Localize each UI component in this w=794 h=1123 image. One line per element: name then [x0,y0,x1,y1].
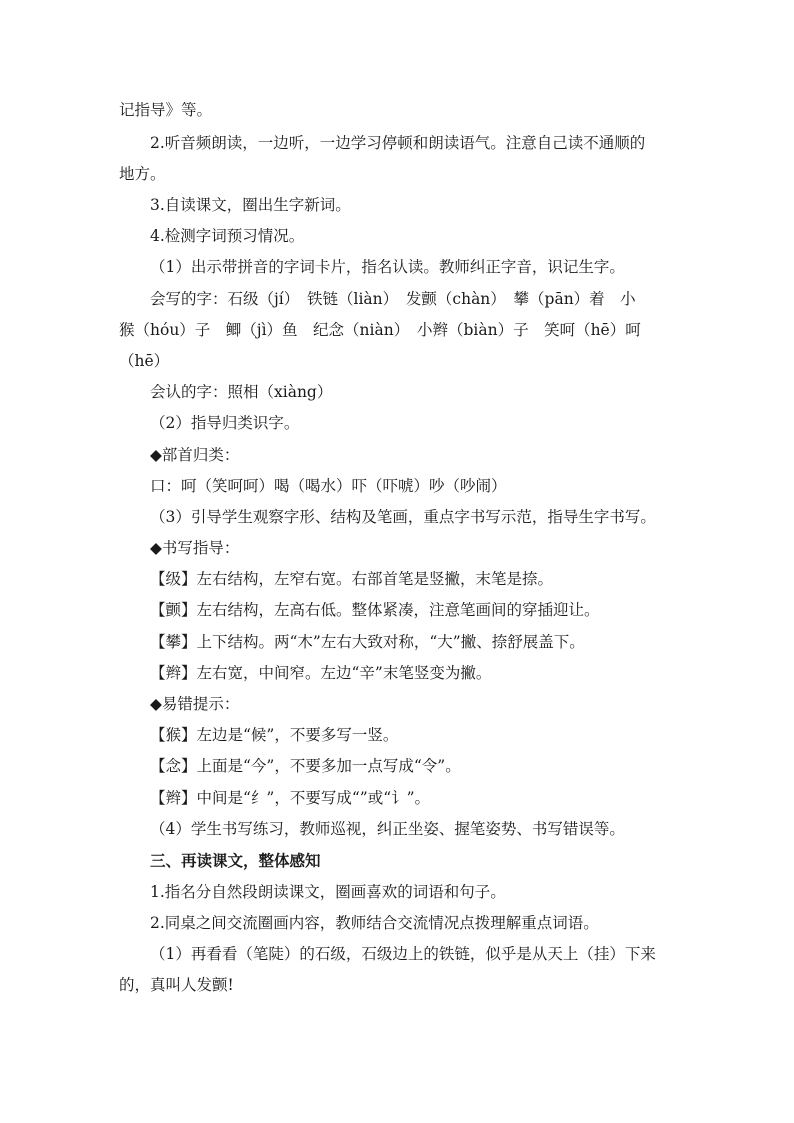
text-line: ◆部首归类： [150,446,240,464]
text-line: 的，真叫人发颤! [119,976,234,994]
text-line: 会认的字：照相（xiàng） [150,383,333,401]
text-line: （1）再看看（笔陡）的石级，石级边上的铁链，似乎是从天上（挂）下来 [150,945,656,963]
text-line: 【辫】左右宽，中间窄。左边“辛”末笔竖变为撇。 [150,664,492,682]
text-line: 2.同桌之间交流圈画内容，教师结合交流情况点拨理解重点词语。 [150,914,599,932]
section-heading: 三、再读课文，整体感知 [150,851,321,870]
text-line: （hē） [119,352,170,370]
text-line: 【辫】中间是“纟”，不要写成“”或“讠”。 [150,789,431,807]
text-line: 【颤】左右结构，左高右低。整体紧凑，注意笔画间的穿插迎让。 [150,601,600,619]
text-line: 【级】左右结构，左窄右宽。右部首笔是竖撇，末笔是捺。 [150,570,554,588]
text-line: 2.听音频朗读，一边听，一边学习停顿和朗读语气。注意自己读不通顺的 [150,134,646,152]
text-line: 【念】上面是“今”，不要多加一点写成“令”。 [150,757,461,775]
text-line: 【攀】上下结构。两“木”左右大致对称，“大”撇、捺舒展盖下。 [150,633,585,651]
text-line: （4）学生书写练习，教师巡视，纠正坐姿、握笔姿势、书写错误等。 [150,820,625,838]
text-line: （2）指导归类识字。 [150,414,300,432]
text-line: （1）出示带拼音的字词卡片，指名认读。教师纠正字音，识记生字。 [150,258,625,276]
text-line: 4.检测字词预习情况。 [150,227,305,245]
text-line: ◆易错提示： [150,695,240,713]
text-line: 会写的字：石级（jí） 铁链（liàn） 发颤（chàn） 攀（pān）着 小 [150,290,636,308]
text-line: 猴（hóu）子 鲫（jì）鱼 纪念（niàn） 小辫（biàn）子 笑呵（hē）呵 [119,321,641,339]
text-line: （3）引导学生观察字形、结构及笔画，重点字书写示范，指导生字书写。 [150,508,656,526]
text-line: 1.指名分自然段朗读课文，圈画喜欢的词语和句子。 [150,883,506,901]
text-line: 3.自读课文，圈出生字新词。 [150,196,351,214]
text-line: ◆书写指导： [150,539,240,557]
text-line: 记指导》等。 [119,101,213,119]
text-line: 【猴】左边是“候”，不要多写一竖。 [150,726,399,744]
text-line: 口：呵（笑呵呵）喝（喝水）吓（吓唬）吵（吵闹） [150,477,507,495]
text-line: 地方。 [119,165,166,183]
